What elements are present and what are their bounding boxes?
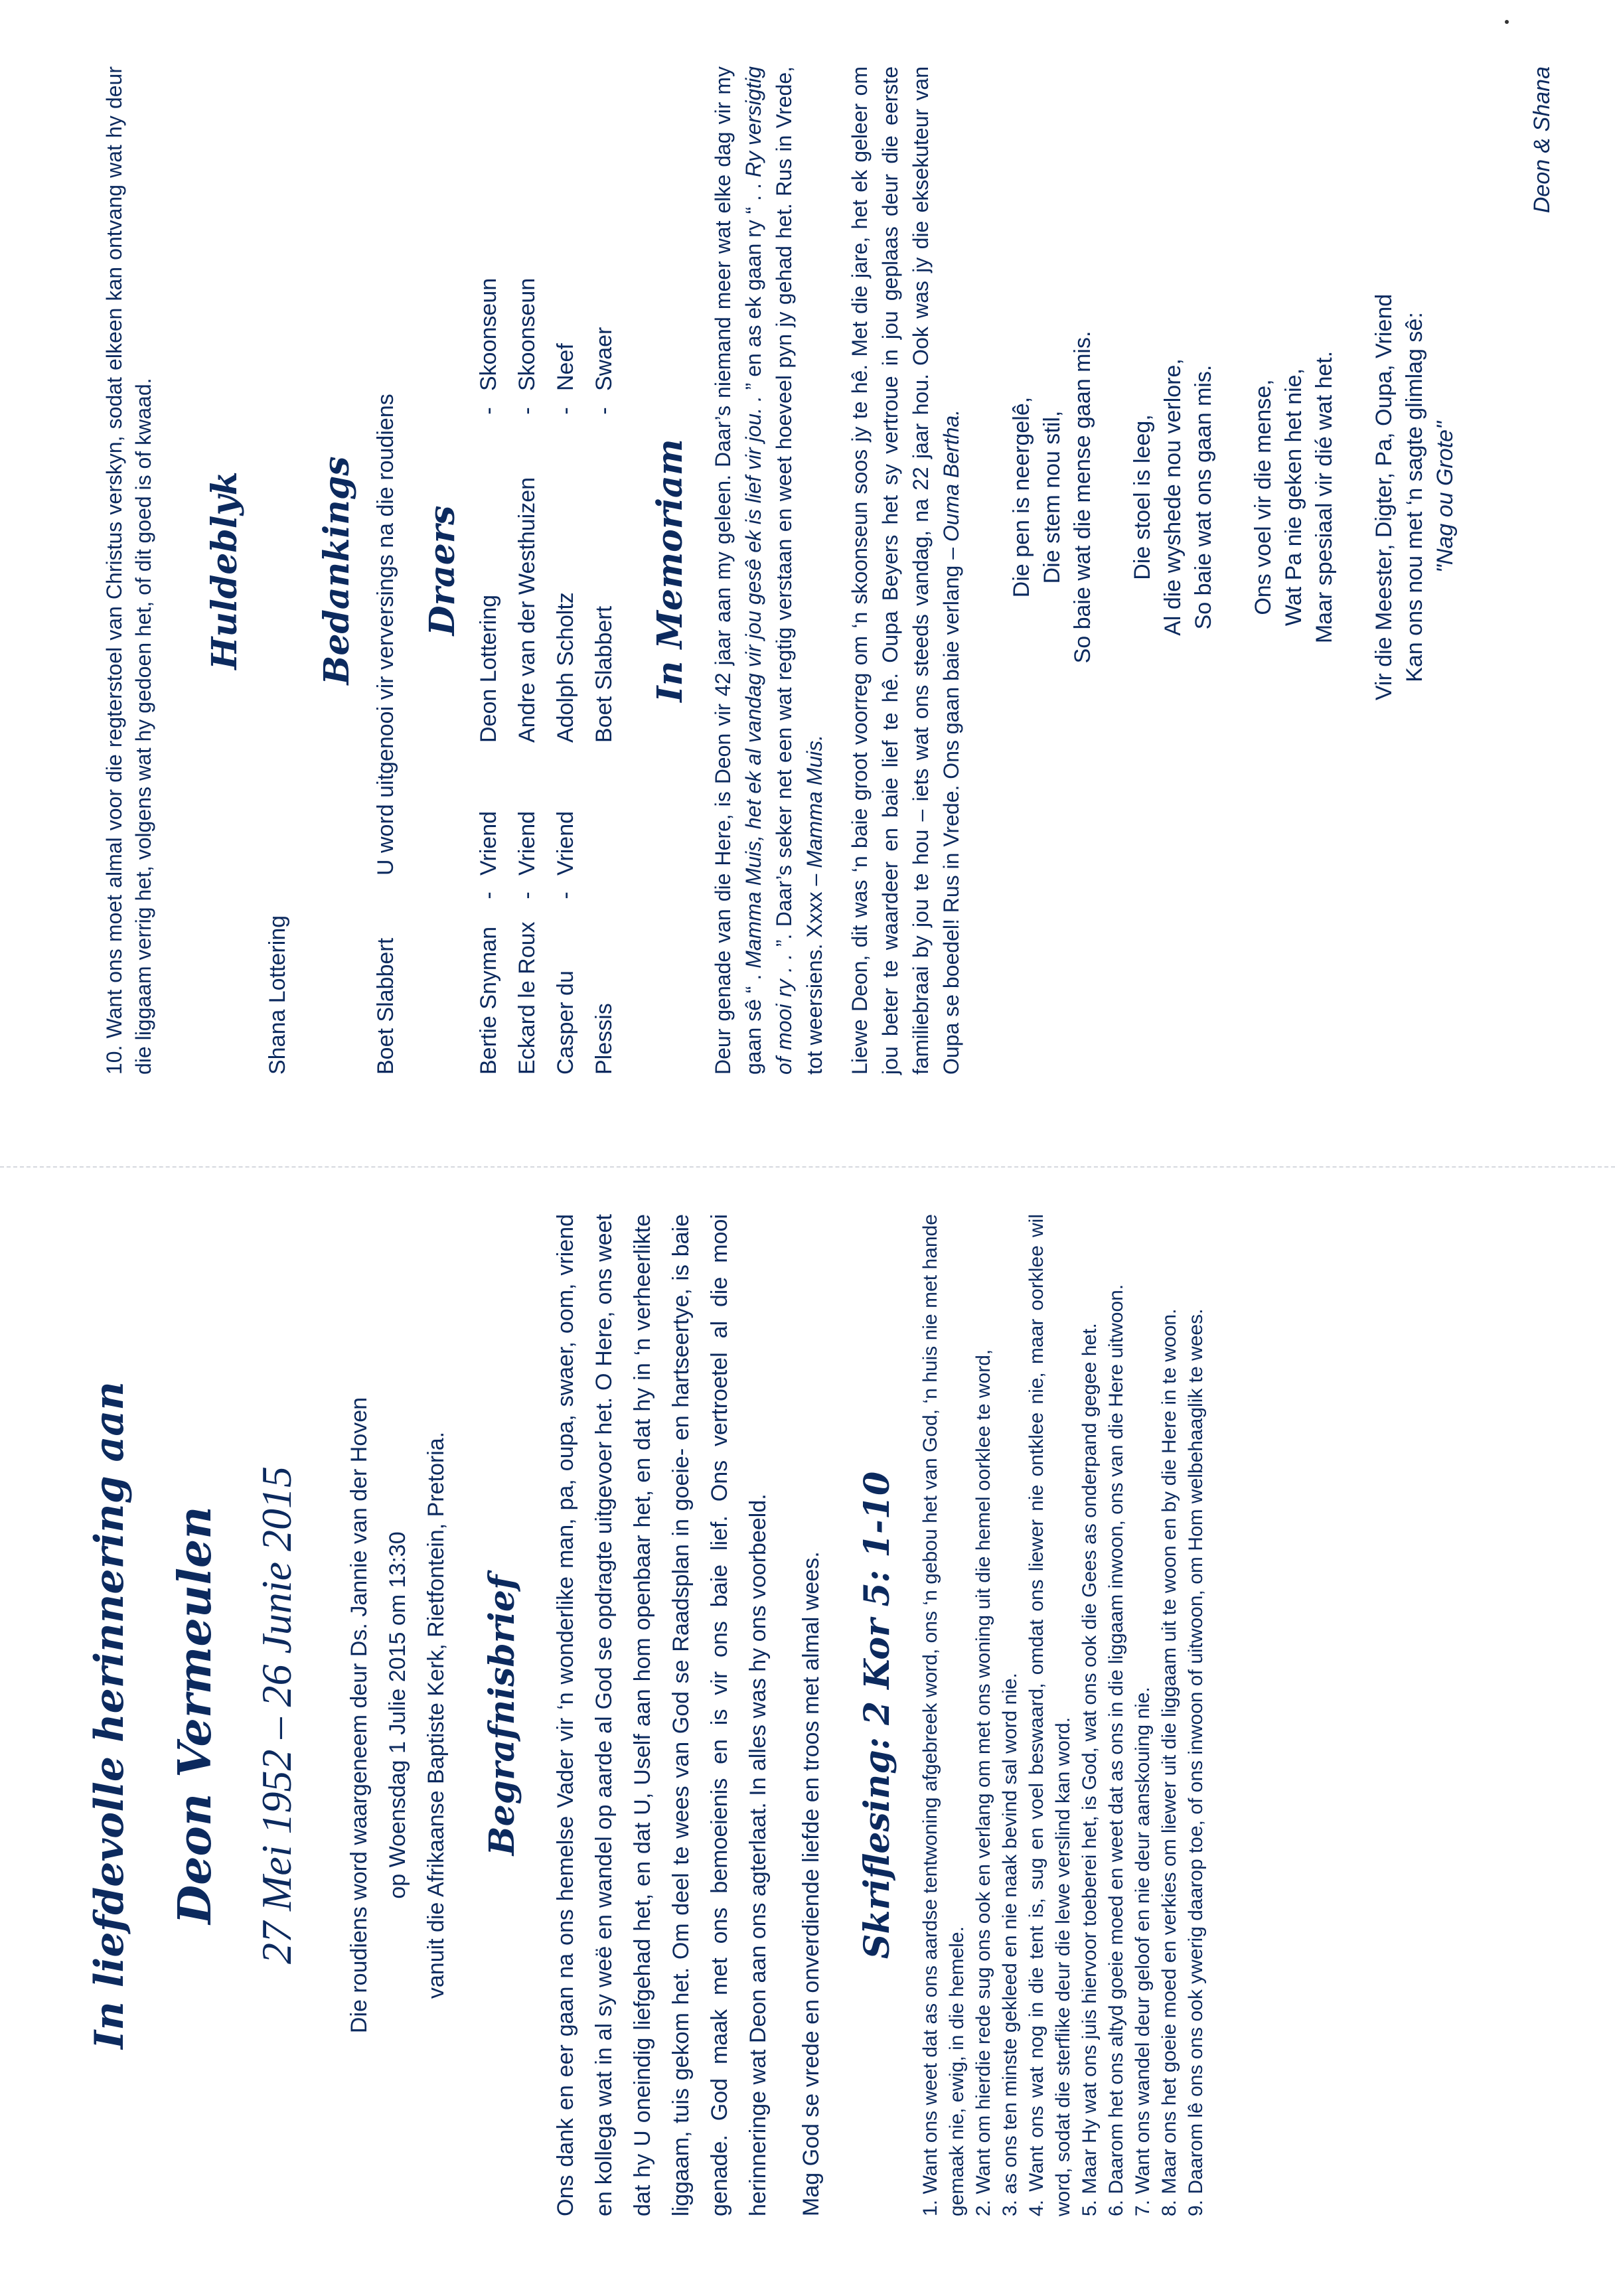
- poem-line: Kan ons nou met ‘n sagte glimlag sê:: [1402, 312, 1427, 682]
- poem-line: Die pen is neergelê,: [1009, 396, 1034, 598]
- verse-item: 4. Want ons wat nog in die tent is, sug en voel beswaard, omdat ons liewer nie ontklee nie, maar oorklee wil word, sodat die sterflike deur die lewe verslind kan word.: [1026, 1214, 1074, 2216]
- memoriam-text: Liewe Deon, dit was ‘n baie groot voorreg om ‘n skoonseun soos jy te hê. Met die jare, het ek geleer om jou beter te waardeer en baie lief te hê. Oupa Beyers het sy vertroue in jou geplaas deur die eerste familiebraai by jou te hou – iets wat ons steeds vandag, na 22 jaar hou. Ook was jy die eksekuteur van Oupa se boedel! Rus in Vrede. Ons gaan baie verlang –: [848, 66, 963, 1075]
- poem-line: So baie wat die mense gaan mis.: [1070, 331, 1095, 664]
- poem-stanza: [1127, 265, 1219, 729]
- thanks-text: U word uitgenooi vir verversings na die roudiens: [373, 394, 398, 876]
- memoriam-paragraph-2: [844, 66, 966, 1075]
- fold-line: [0, 1166, 1615, 1168]
- bearer-relation: [585, 743, 623, 876]
- obituary-closing: Mag God se vrede en onverdiende liefde en troos met almal wees.: [799, 1551, 824, 2216]
- bearer-dash: -: [553, 407, 578, 415]
- memoriam-paragraph-1: [708, 66, 830, 1075]
- tribute-name: Shana Lottering: [265, 915, 290, 1075]
- verse-item: 8. Maar ons het goeie moed en verkies om liewer uit die liggaam uit te woon en by die Here in te woon.: [1158, 1308, 1180, 2216]
- bearer-relation: Skoonseun: [476, 277, 501, 391]
- life-dates: 27 Mei 1952 – 26 Junie 2015: [253, 1466, 300, 1965]
- verse-item: 7. Want ons wandel deur geloof en nie deur aanskouing nie.: [1132, 1687, 1154, 2216]
- memoriam-signoff: Ouma Bertha.: [939, 409, 963, 542]
- bearer-relation: Neef: [553, 343, 578, 391]
- memoriam-text: Deur genade van die Here, is Deon vir 42 jaar aan my geleen. Daar’s niemand meer wat elke dag vir my gaan sê “ .: [711, 66, 765, 1075]
- bearer-dash: [585, 876, 623, 915]
- bearer-dash: -: [514, 891, 540, 899]
- bearer-name: Deon Lottering: [476, 594, 501, 743]
- thanks-title: Bedankings: [317, 456, 357, 685]
- verse-item: 2. Want om hierdie rede sug ons ook en verlang om met ons woning uit die hemel oorklee te word,: [972, 1349, 994, 2216]
- memoriam-title: In Memoriam: [650, 439, 690, 702]
- thanks-row: [366, 66, 405, 1075]
- verse-item: 5. Maar Hy wat ons juis hiervoor toeberei het, is God, wat ons ook die Gees as onderpand gegee het.: [1079, 1323, 1101, 2216]
- poem-line: Maar spesiaal vir dié wat het.: [1312, 350, 1337, 644]
- tribute-row: [258, 66, 297, 1075]
- intro-title: In liefdevolle herinnering aan: [86, 1381, 133, 2049]
- bearer-row: [585, 66, 623, 1075]
- deceased-name: Deon Vermeulen: [169, 1506, 222, 1924]
- service-line: Die roudiens word waargeneem deur Ds. Jannie van der Hoven: [346, 1397, 372, 2034]
- bearer-row: [546, 66, 585, 1075]
- bearer-name: Casper du: [553, 970, 578, 1075]
- bearers-title: Draers: [422, 505, 463, 636]
- poem-stanza: [1369, 265, 1460, 729]
- poem-line: Al die wyshede nou verlore,: [1160, 358, 1186, 636]
- bearer-dash: -: [476, 891, 501, 899]
- signature: Deon & Shana: [1529, 66, 1555, 214]
- verse-item: 1. Want ons weet dat as ons aardse tentwoning afgebreek word, ons ‘n gebou het van God, ‘n huis nie met hande gemaak nie, ewig, in die hemele.: [919, 1214, 968, 2216]
- verse-10: 10. Want ons moet almal voor die regterstoel van Christus verskyn, sodat elkeen kan ontvang wat hy deur die liggaam verrig het, volgens wat hy gedoen het, of dit goed is of kwaad.: [102, 66, 155, 1075]
- poem-line: Die stem nou stil,: [1039, 410, 1065, 584]
- memoriam-text: ”. Daar’s seker net een wat regtig verstaan en weet hoeveel pyn jy gehad het. Rus in Vrede, tot weersiens. Xxxx –: [772, 66, 826, 1075]
- bearer-relation: Skoonseun: [514, 277, 540, 391]
- verse-item: 3. as ons ten minste gekleed en nie naak bevind sal word nie.: [999, 1673, 1021, 2216]
- poem-line: Ons voel vir die mense,: [1251, 379, 1276, 615]
- bearer-relation: Vriend: [553, 810, 578, 876]
- poem-stanza: [1006, 265, 1098, 729]
- bearer-relation: Swaer: [591, 327, 617, 391]
- tribute-title: Huldeblyk: [204, 471, 245, 670]
- left-panel: [0, 1174, 1615, 2296]
- service-line: vanuit die Afrikaanse Baptiste Kerk, Rietfontein, Pretoria.: [423, 1431, 449, 1999]
- bearer-dash: -: [591, 407, 617, 415]
- memoriam-quote: Ry versigtig of mooi ry . .: [741, 66, 796, 1075]
- bearer-name: Andre van der Westhuizen: [514, 477, 540, 743]
- service-line: op Woensdag 1 Julie 2015 om 13:30: [385, 1531, 410, 1899]
- bearer-name: Adolph Scholtz: [553, 592, 578, 743]
- bearer-dash: -: [553, 891, 578, 899]
- bearer-row: [508, 66, 546, 1075]
- poem-line: Die stoel is leeg,: [1130, 414, 1155, 580]
- verse-item: 9. Daarom lê ons ons ook ywerig daarop toe, of ons inwoon of uitwoon, om Hom welbehaaglik te wees.: [1185, 1308, 1207, 2216]
- reading-title: Skriflesing: 2 Kor 5: 1-10: [857, 1471, 897, 1959]
- poem-line: So baie wat ons gaan mis.: [1191, 364, 1216, 630]
- bearer-name: Plessis: [591, 1003, 617, 1075]
- poem-line: Vir die Meester, Digter, Pa, Oupa, Vriend: [1371, 293, 1397, 701]
- bearer-relation: Vriend: [476, 810, 501, 876]
- memoriam-quote: Mamma Muis, het ek al vandag vir jou gesê ek is lief vir jou. .: [741, 396, 765, 968]
- bearer-row: [469, 66, 508, 1075]
- bearer-dash: -: [514, 407, 540, 415]
- verse-item: 6. Daarom het ons altyd goeie moed en weet dat as ons in die liggaam inwoon, ons van die Here uitwoon.: [1105, 1284, 1127, 2216]
- bearer-dash: -: [476, 407, 501, 415]
- service-details: [340, 1214, 455, 2216]
- scan-speck: [1505, 20, 1509, 24]
- bearers-table: [469, 66, 623, 1075]
- poem-line: "Nag ou Grote": [1432, 421, 1458, 574]
- scripture-verses: [917, 1214, 1209, 2216]
- bearer-name: Bertie Snyman: [476, 927, 501, 1075]
- poem-stanza: [1248, 265, 1340, 729]
- poem-line: Wat Pa nie geken het nie,: [1281, 368, 1306, 627]
- obituary-title: Begrafnisbrief: [482, 1574, 522, 1856]
- obituary-paragraph: Ons dank en eer gaan na ons hemelse Vader vir ‘n wonderlike man, pa, oupa, swaer, oom, vriend en kollega wat in al sy weë en wandel op aarde al God se opdragte uitgevoer het. O Here, ons weet dat hy U oneindig liefgehad het, en dat U, Uself aan hom openbaar het, en dat hy in ‘n verheerlikte liggaam, tuis gekom het. Om deel te wees van God se Raadsplan in goeie- en hartseertye, is baie genade. God maak met ons bemoeienis en is vir ons baie lief. Ons vertroetel al die mooi herinneringe wat Deon aan ons agterlaat. In alles was hy ons voorbeeld.: [553, 1214, 771, 2216]
- bearer-relation: Vriend: [514, 810, 540, 876]
- poem: [1006, 66, 1460, 729]
- thanks-name: Boet Slabbert: [373, 937, 398, 1075]
- bearer-name: Boet Slabbert: [591, 605, 617, 743]
- memoriam-text: ” en as ek gaan ry “ . .: [741, 177, 765, 396]
- memoriam-signoff: Mamma Muis.: [803, 734, 826, 868]
- bearer-name: Eckard le Roux: [514, 921, 540, 1075]
